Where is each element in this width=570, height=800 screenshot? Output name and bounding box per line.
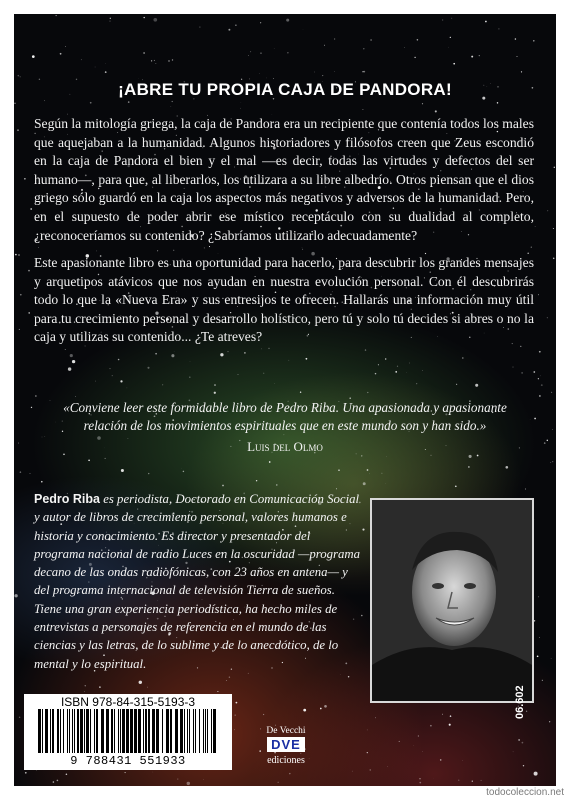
intro-paragraph: Según la mitología griega, la caja de Pandora era un recipiente que contenía todos los males que aquejaban a la humanidad. Algunos historiadores y filósofos creen que Zeus escondió en la caja de Pandora el bien y el mal —es decir, todas las virtudes y defectos del ser humano—, para que, al liberarlos, los utilizara a su libre albedrío. Otros piensan que el dios griego sólo guardó en la caja los aspectos más negativos y adversos de la humanidad. Pero, en el supuesto de poder abrir ese místico receptáculo con su dualidad al completo, ¿reconoceríamos su contenido? ¿Sabríamos utilizarlo adecuadamente? (34, 116, 534, 243)
quote-author: Luis del Olmo (247, 439, 323, 454)
catalog-code: 06.602 (514, 685, 526, 719)
barcode-bars (38, 709, 218, 753)
publisher-imprint: ediciones (267, 755, 305, 766)
headline: ¡ABRE TU PROPIA CAJA DE PANDORA! (118, 80, 452, 99)
description-paragraph: Este apasionante libro es una oportunidad para hacerlo, para descubrir los grandes mensajes y arquetipos atávicos que nos ayudan en nuestra evolución personal. Con él descubrirás todo lo que la «Nueva Era» y sus entresijos te ofrecen. Hallarás una información muy útil para tu crecimiento personal y desarrollo holístico, pero tú y solo tú decides si abres o no la caja y utilizas su contenido... ¿Te atreves? (34, 255, 534, 345)
publisher-name: De Vecchi (266, 726, 306, 736)
author-name: Pedro Riba (34, 492, 100, 506)
ean-number: 9 788431 551933 (70, 754, 186, 768)
isbn-number: ISBN 978-84-315-5193-3 (60, 695, 196, 709)
author-bio-text: es periodista, Doctorado en Comunicación Social y autor de libros de crecimiento personal, valores humanos e historia y conocimiento. Es director y presentador del programa nacional de radio Luces en la oscuridad —programa decano de las ondas radiofónicas, con 23 años en antena— y del programa internacional de televisión Tierra de sueños. Tiene una gran experiencia periodística, ha hecho miles de entrevistas a personajes de referencia en el mundo de las ciencias y las letras, de lo sublime y de lo anecdótico, de lo mental y lo espiritual. (34, 492, 361, 671)
publisher-logo (234, 726, 338, 766)
barcode-label (24, 694, 232, 770)
publisher-logo-mark: DVE (267, 737, 305, 752)
back-cover (14, 14, 556, 786)
author-photo (370, 498, 534, 703)
author-portrait-image (372, 500, 532, 701)
site-watermark: todocoleccion.net (486, 787, 564, 798)
author-bio (34, 490, 362, 673)
endorsement-quote: «Conviene leer este formidable libro de Pedro Riba. Una apasionada y apasionante relación de los movimientos espirituales que en este mundo son y han sido.» (63, 400, 507, 433)
